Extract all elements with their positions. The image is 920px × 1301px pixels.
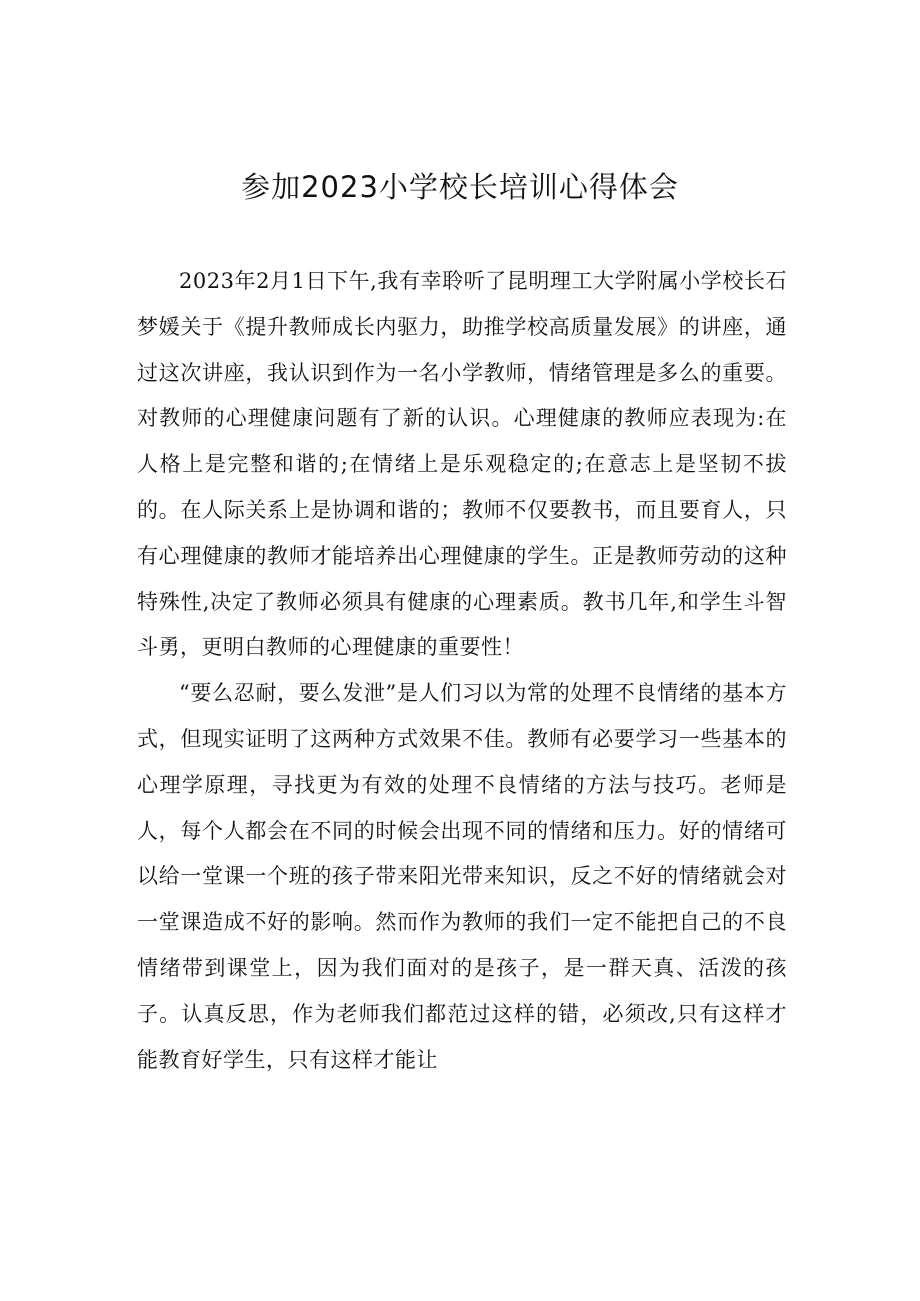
paragraph-1: 2023年2月1日下午,我有幸聆听了昆明理工大学附属小学校长石梦媛关于《提升教师成长内驱力，助推学校高质量发展》的讲座，通过这次讲座，我认识到作为一名小学教师，情绪管理是多么的重要。对教师的心理健康问题有了新的认识。心理健康的教师应表现为:在人格上是完整和谐的;在情绪上是乐观稳定的;在意志上是坚韧不拔的。在人际关系上是协调和谐的；教师不仅要教书，而且要育人，只有心理健康的教师才能培养出心理健康的学生。正是教师劳动的这种特殊性,决定了教师必须具有健康的心理素质。教书几年,和学生斗智斗勇，更明白教师的心理健康的重要性！	[137, 269, 787, 660]
document-body	[137, 259, 787, 1083]
paragraph-2: “要么忍耐，要么发泄”是人们习以为常的处理不良情绪的基本方式，但现实证明了这两种方式效果不佳。教师有必要学习一些基本的心理学原理，寻找更为有效的处理不良情绪的方法与技巧。老师是人，每个人都会在不同的时候会出现不同的情绪和压力。好的情绪可以给一堂课一个班的孩子带来阳光带来知识，反之不好的情绪就会对一堂课造成不好的影响。然而作为教师的我们一定不能把自己的不良情绪带到课堂上，因为我们面对的是孩子，是一群天真、活泼的孩子。认真反思，作为老师我们都范过这样的错，必须改,只有这样才能教育好学生，只有这样才能让	[137, 681, 787, 1072]
document-title: 参加2023小学校长培训心得体会	[241, 170, 679, 204]
